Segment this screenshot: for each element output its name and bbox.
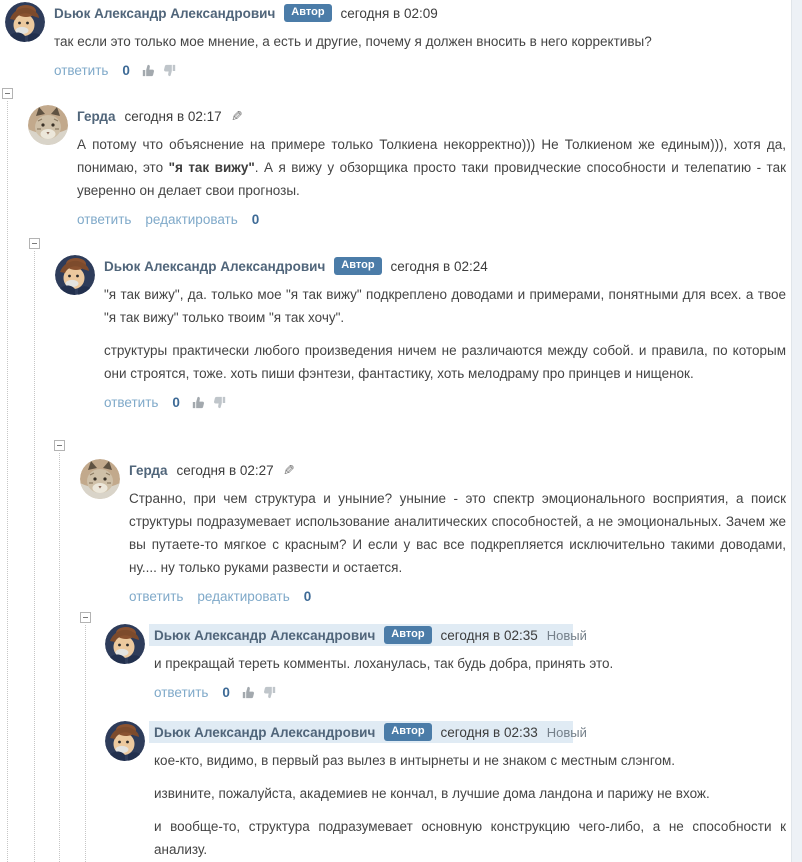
reply-link[interactable]: ответить: [104, 395, 159, 410]
scrollbar[interactable]: [791, 0, 802, 862]
comment: [80, 459, 786, 604]
comment-header: [104, 255, 786, 277]
thread-guide-line: [59, 453, 60, 862]
comment-actions: [129, 589, 786, 604]
comment-author[interactable]: Dьюк Александр Александрович: [154, 627, 376, 643]
comment-header: [54, 2, 786, 24]
avatar-dyuk[interactable]: [55, 255, 95, 295]
avatar-dyuk-image: [105, 624, 145, 664]
comment-timestamp: сегодня в 02:17: [124, 108, 222, 124]
comment-paragraph: и вообще-то, структура подразумевает основную конструкцию чего-либо, а не способности к анализу.: [154, 819, 786, 857]
comment-text-bold: "я так вижу": [168, 160, 255, 175]
comment: [28, 105, 786, 227]
comment-timestamp: сегодня в 02:35: [440, 627, 538, 643]
thread-guide-line: [34, 251, 35, 862]
thumb-down-icon[interactable]: [163, 63, 178, 78]
collapse-toggle[interactable]: [29, 238, 40, 249]
collapse-toggle[interactable]: [80, 612, 91, 623]
comment-paragraph: "я так вижу", да. только мое "я так вижу" подкреплено доводами и примерами, понятными для всех. а твое "я так вижу" только твоим "я так хочу".: [104, 287, 786, 325]
reply-link[interactable]: ответить: [129, 589, 184, 604]
thumb-up-icon[interactable]: [240, 685, 255, 700]
edit-icon[interactable]: ✎: [230, 107, 243, 124]
comment-timestamp: сегодня в 02:33: [440, 724, 538, 740]
comment-paragraph: структуры практически любого произведения ничем не различаются между собой. и правила, по которым они строятся, тоже. хоть пиши фэнтези, фантастику, хоть мелодраму про принцев и нищенок.: [104, 343, 786, 381]
thumb-down-icon[interactable]: [263, 685, 278, 700]
comment: [5, 2, 786, 78]
avatar-dyuk[interactable]: [105, 624, 145, 664]
reply-link[interactable]: ответить: [154, 685, 209, 700]
collapse-toggle[interactable]: [2, 88, 13, 99]
avatar-dyuk-image: [55, 255, 95, 295]
edit-link[interactable]: редактировать: [145, 212, 238, 227]
comment-timestamp: сегодня в 02:24: [390, 258, 488, 274]
avatar-gerda[interactable]: [28, 105, 68, 145]
comment-text-pre: А потому что объяснение на примере только Толкиена некорректно))) Не Толкиеном же единым))), хотя да, понимаю, это: [77, 137, 786, 175]
author-badge: Автор: [284, 4, 331, 22]
avatar-gerda[interactable]: [80, 459, 120, 499]
comment-author[interactable]: Dьюк Александр Александрович: [154, 724, 376, 740]
comment: [105, 624, 786, 700]
comment-author[interactable]: Dьюк Александр Александрович: [54, 5, 276, 21]
thread-guide-line: [85, 625, 86, 862]
comment-timestamp: сегодня в 02:09: [340, 5, 438, 21]
new-badge: Новый: [546, 627, 587, 643]
comment: [105, 721, 786, 861]
comment-paragraph: Странно, при чем структура и уныние? уныние - это спектр эмоционального восприятия, а поиск структуры подразумевает использование аналитических способностей, а не эмоциональных. Зачем же вы путаете-то мягкое с красным? И если у вас все подкрепляется исключительно такими доводами, ну.... ну только руками развести и остается.: [129, 491, 786, 575]
new-badge: Новый: [546, 724, 587, 740]
author-badge: Автор: [384, 723, 431, 741]
thumb-up-icon[interactable]: [140, 63, 155, 78]
vote-count: 0: [303, 589, 312, 604]
comment-actions: [154, 685, 786, 700]
comment-actions: [54, 63, 786, 78]
comment-paragraph: [77, 133, 786, 202]
avatar-dyuk[interactable]: [105, 721, 145, 761]
comment-header-new: [149, 624, 587, 646]
author-badge: Автор: [384, 626, 431, 644]
vote-count: 0: [172, 395, 180, 410]
comment-author[interactable]: Dьюк Александр Александрович: [104, 258, 326, 274]
avatar-dyuk-image: [5, 2, 45, 42]
reply-link[interactable]: ответить: [77, 212, 132, 227]
vote-count: 0: [122, 63, 130, 78]
comment: [55, 255, 786, 410]
reply-link[interactable]: ответить: [54, 63, 109, 78]
thumb-up-icon[interactable]: [190, 395, 205, 410]
comment-author[interactable]: Герда: [77, 108, 116, 124]
comment-actions: [104, 395, 786, 410]
vote-count: 0: [251, 212, 260, 227]
comment-author[interactable]: Герда: [129, 462, 168, 478]
avatar-dyuk[interactable]: [5, 2, 45, 42]
comment-header: [77, 105, 786, 127]
avatar-dyuk-image: [105, 721, 145, 761]
thread-guide-line: [7, 101, 8, 862]
comment-paragraph: так если это только мое мнение, а есть и другие, почему я должен вносить в него коррективы?: [54, 34, 652, 49]
edit-icon[interactable]: ✎: [282, 461, 295, 478]
comment-header-new: [149, 721, 587, 743]
comment-paragraph: извините, пожалуйста, академиев не кончал, в лучшие дома ландона и парижу не вхож.: [154, 786, 710, 801]
vote-count: 0: [222, 685, 230, 700]
collapse-toggle[interactable]: [54, 440, 65, 451]
avatar-gerda-image: [28, 105, 68, 145]
edit-link[interactable]: редактировать: [197, 589, 290, 604]
comment-actions: [77, 212, 786, 227]
comment-text-post: . А я вижу у обзорщика просто таки провидческие способности и телепатию - так уверенно он делает свои прогнозы.: [77, 160, 786, 198]
comment-header: [129, 459, 786, 481]
comment-paragraph: кое-кто, видимо, в первый раз вылез в интырнеты и не знаком с местным слэнгом.: [154, 753, 675, 768]
thumb-down-icon[interactable]: [213, 395, 228, 410]
comment-timestamp: сегодня в 02:27: [176, 462, 274, 478]
author-badge: Автор: [334, 257, 381, 275]
comment-paragraph: и прекращай тереть комменты. лоханулась, так будь добра, принять это.: [154, 656, 614, 671]
avatar-gerda-image: [80, 459, 120, 499]
